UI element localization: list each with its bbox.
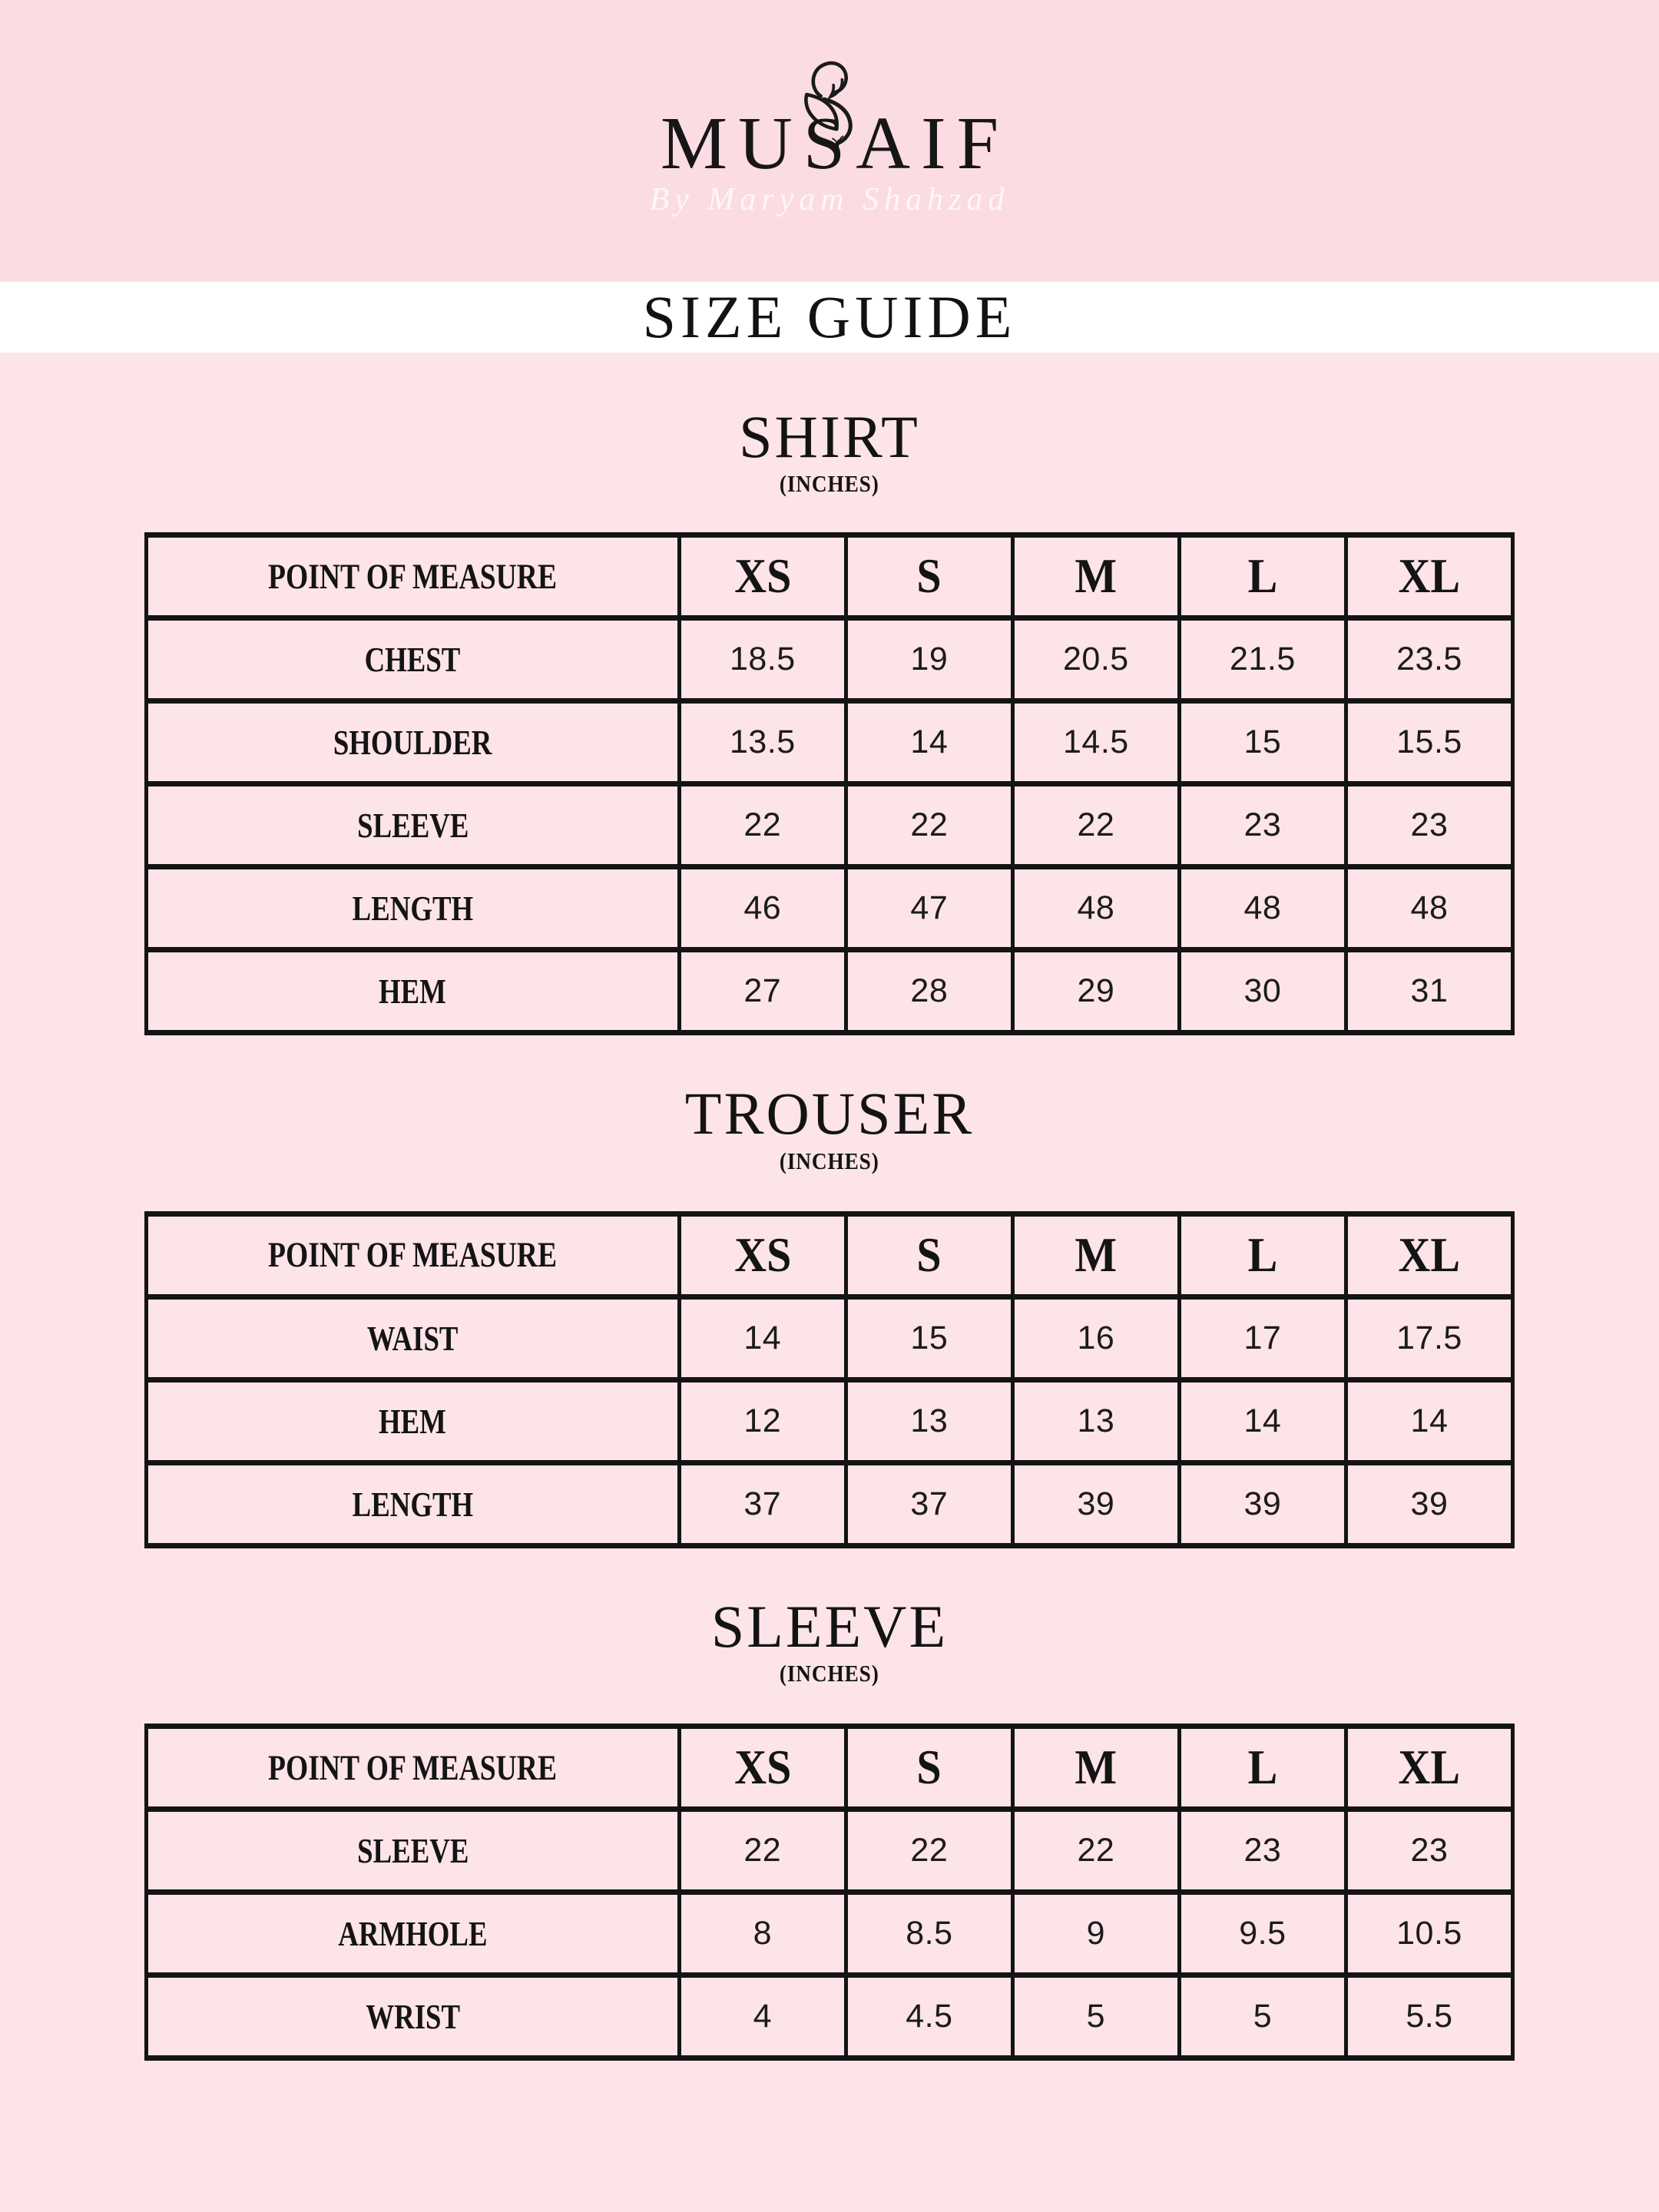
point-of-measure-header (147, 535, 680, 618)
measurement-value-cell: 17 (1179, 1296, 1346, 1379)
measure-label-cell (147, 867, 680, 950)
measurement-value-cell: 39 (1012, 1462, 1179, 1545)
brand-watermark: By Maryam Shahzad (649, 182, 1010, 217)
header-text: L (1247, 549, 1278, 604)
measure-label-cell (147, 701, 680, 784)
section-sleeve (0, 1593, 1659, 2061)
measurement-value-cell: 14 (1179, 1379, 1346, 1462)
measurement-value-cell: 39 (1179, 1462, 1346, 1545)
header-text: XL (1398, 1740, 1461, 1795)
measurement-value-cell: 12 (679, 1379, 846, 1462)
measure-label-cell (147, 1810, 680, 1892)
measurement-value-cell: 28 (846, 950, 1012, 1033)
shirt-size-table (144, 532, 1515, 1035)
section-unit-text: (INCHES) (780, 1147, 879, 1174)
measurement-value-cell: 22 (846, 784, 1012, 867)
size-column-header (1179, 1727, 1346, 1810)
measurement-value-cell: 22 (679, 784, 846, 867)
table-row (147, 701, 1513, 784)
measurement-value-cell: 46 (679, 867, 846, 950)
measurement-value-cell: 5 (1012, 1975, 1179, 2058)
size-column-header (1179, 535, 1346, 618)
measurement-value-cell: 14 (846, 701, 1012, 784)
header-text: S (916, 549, 942, 604)
measurement-value-cell: 29 (1012, 950, 1179, 1033)
measurement-value-cell: 16 (1012, 1296, 1179, 1379)
section-title: SHIRT (739, 403, 920, 470)
measurement-value-cell: 48 (1346, 867, 1512, 950)
measure-label-text: SLEEVE (356, 1831, 469, 1871)
table-row (147, 1296, 1513, 1379)
measurement-value-cell: 15 (1179, 701, 1346, 784)
section-unit (0, 1149, 1659, 1173)
measurement-value-cell: 13 (1012, 1379, 1179, 1462)
measurement-value-cell: 21.5 (1179, 618, 1346, 701)
measure-label-cell (147, 784, 680, 867)
header-text: M (1075, 549, 1118, 604)
header-text: S (916, 1227, 942, 1282)
header-text: XS (733, 1227, 791, 1282)
measurement-value-cell: 22 (679, 1810, 846, 1892)
size-guide-banner (0, 282, 1659, 353)
measurement-value-cell: 23.5 (1346, 618, 1512, 701)
measurement-value-cell: 13.5 (679, 701, 846, 784)
table-row (147, 867, 1513, 950)
size-column-header (679, 535, 846, 618)
table-row (147, 1975, 1513, 2058)
table-row (147, 1379, 1513, 1462)
header-text: M (1075, 1227, 1118, 1282)
measurement-value-cell: 4 (679, 1975, 846, 2058)
size-tables-area (0, 403, 1659, 2061)
measure-label-cell (147, 1462, 680, 1545)
section-unit-text: (INCHES) (780, 470, 879, 498)
table-row (147, 1810, 1513, 1892)
table-header-row (147, 1727, 1513, 1810)
size-column-header (846, 535, 1012, 618)
point-of-measure-header (147, 1214, 680, 1296)
measure-label-text: LENGTH (352, 889, 474, 929)
section-title: SLEEVE (710, 1592, 949, 1660)
sleeve-size-table (144, 1724, 1515, 2061)
measurement-value-cell: 47 (846, 867, 1012, 950)
header-text: XL (1398, 549, 1461, 604)
size-column-header (846, 1214, 1012, 1296)
swan-leaf-logo-icon (0, 0, 1659, 98)
header-text: M (1075, 1740, 1118, 1795)
size-column-header (1012, 535, 1179, 618)
measure-label-text: HEM (379, 972, 447, 1012)
size-column-header (1012, 1727, 1179, 1810)
measure-label-text: WRIST (366, 1997, 460, 2037)
measurement-value-cell: 23 (1346, 1810, 1512, 1892)
measurement-value-cell: 19 (846, 618, 1012, 701)
measurement-value-cell: 15.5 (1346, 701, 1512, 784)
measure-label-text: CHEST (365, 640, 461, 680)
size-column-header (1346, 1214, 1512, 1296)
measurement-value-cell: 18.5 (679, 618, 846, 701)
trouser-size-table (144, 1211, 1515, 1548)
measurement-value-cell: 15 (846, 1296, 1012, 1379)
size-column-header (1012, 1214, 1179, 1296)
size-column-header (1346, 535, 1512, 618)
section-unit-text: (INCHES) (780, 1660, 879, 1687)
table-row (147, 1462, 1513, 1545)
measurement-value-cell: 22 (1012, 784, 1179, 867)
header-text: XS (733, 1740, 791, 1795)
point-of-measure-header (147, 1727, 680, 1810)
measure-label-cell (147, 1379, 680, 1462)
measurement-value-cell: 4.5 (846, 1975, 1012, 2058)
measurement-value-cell: 23 (1179, 1810, 1346, 1892)
measure-label-text: WAIST (367, 1318, 459, 1358)
measurement-value-cell: 37 (679, 1462, 846, 1545)
measurement-value-cell: 8 (679, 1892, 846, 1975)
measurement-value-cell: 22 (1012, 1810, 1179, 1892)
measurement-value-cell: 5 (1179, 1975, 1346, 2058)
measure-label-text: HEM (379, 1401, 447, 1441)
size-column-header (1346, 1727, 1512, 1810)
measure-label-cell (147, 1296, 680, 1379)
measurement-value-cell: 20.5 (1012, 618, 1179, 701)
header-text: POINT OF MEASURE (268, 1747, 558, 1788)
measure-label-text: SHOULDER (333, 723, 492, 763)
measurement-value-cell: 31 (1346, 950, 1512, 1033)
measurement-value-cell: 9.5 (1179, 1892, 1346, 1975)
measurement-value-cell: 9 (1012, 1892, 1179, 1975)
header-text: S (916, 1740, 942, 1795)
header-text: POINT OF MEASURE (268, 1235, 558, 1276)
measure-label-cell (147, 1975, 680, 2058)
measurement-value-cell: 27 (679, 950, 846, 1033)
measure-label-text: LENGTH (352, 1484, 474, 1524)
table-row (147, 618, 1513, 701)
measurement-value-cell: 39 (1346, 1462, 1512, 1545)
measurement-value-cell: 23 (1346, 784, 1512, 867)
section-title: TROUSER (684, 1080, 975, 1147)
table-row (147, 950, 1513, 1033)
measure-label-cell (147, 618, 680, 701)
brand-header (0, 0, 1659, 282)
measurement-value-cell: 37 (846, 1462, 1012, 1545)
header-text: POINT OF MEASURE (268, 556, 558, 597)
measurement-value-cell: 48 (1179, 867, 1346, 950)
measurement-value-cell: 14 (1346, 1379, 1512, 1462)
measure-label-text: SLEEVE (356, 806, 469, 846)
brand-wordmark: MUSAIF (660, 102, 1010, 185)
table-row (147, 784, 1513, 867)
section-trouser (0, 1080, 1659, 1548)
measurement-value-cell: 13 (846, 1379, 1012, 1462)
header-text: L (1247, 1740, 1278, 1795)
measurement-value-cell: 14.5 (1012, 701, 1179, 784)
measurement-value-cell: 14 (679, 1296, 846, 1379)
measurement-value-cell: 30 (1179, 950, 1346, 1033)
measurement-value-cell: 5.5 (1346, 1975, 1512, 2058)
size-column-header (679, 1214, 846, 1296)
measurement-value-cell: 17.5 (1346, 1296, 1512, 1379)
size-column-header (846, 1727, 1012, 1810)
section-unit (0, 470, 1659, 498)
table-row (147, 1892, 1513, 1975)
header-text: XS (733, 549, 791, 604)
table-header-row (147, 535, 1513, 618)
size-column-header (679, 1727, 846, 1810)
header-text: L (1247, 1227, 1278, 1282)
measure-label-cell (147, 1892, 680, 1975)
header-text: XL (1398, 1227, 1461, 1282)
measurement-value-cell: 10.5 (1346, 1892, 1512, 1975)
size-column-header (1179, 1214, 1346, 1296)
measurement-value-cell: 8.5 (846, 1892, 1012, 1975)
page-title: SIZE GUIDE (642, 283, 1017, 350)
measurement-value-cell: 48 (1012, 867, 1179, 950)
measure-label-text: ARMHOLE (338, 1914, 488, 1954)
measure-label-cell (147, 950, 680, 1033)
measurement-value-cell: 23 (1179, 784, 1346, 867)
table-header-row (147, 1214, 1513, 1296)
measurement-value-cell: 22 (846, 1810, 1012, 1892)
section-unit (0, 1661, 1659, 1685)
section-shirt (0, 403, 1659, 1035)
